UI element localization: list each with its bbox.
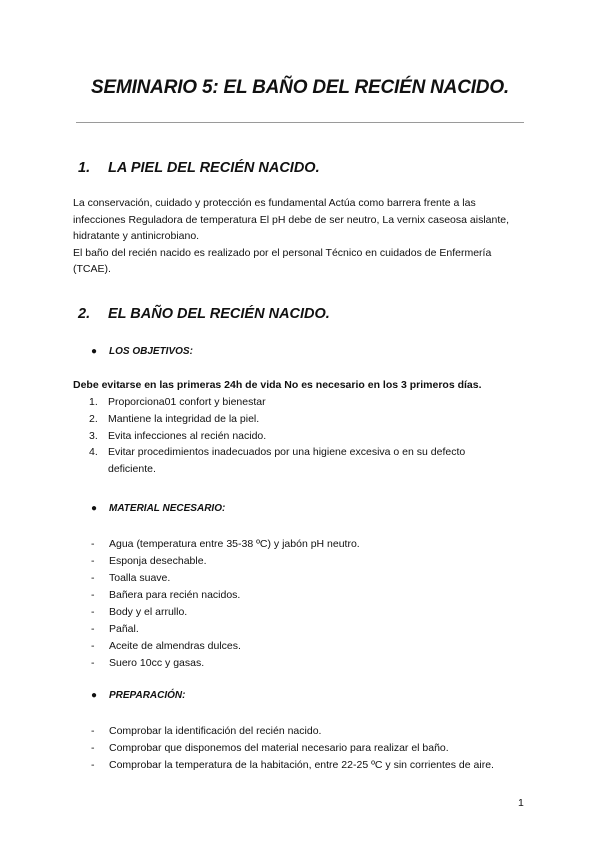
list-item	[91, 587, 521, 604]
item-text: Evitar procedimientos inadecuados por una higiene excesiva o en su defecto	[108, 446, 466, 459]
bullet-icon: ●	[91, 690, 98, 701]
material-heading	[91, 503, 225, 514]
paragraph-line: (TCAE).	[73, 263, 111, 275]
preparation-list	[91, 723, 521, 774]
list-item	[91, 553, 521, 570]
dash-marker: -	[91, 538, 95, 550]
item-text: Comprobar que disponemos del material necesario para realizar el baño.	[109, 742, 449, 754]
bullet-icon: ●	[91, 346, 98, 357]
material-label: MATERIAL NECESARIO:	[109, 503, 226, 514]
preparation-label: PREPARACIÓN:	[109, 690, 186, 701]
material-list	[91, 536, 521, 672]
list-item	[91, 621, 521, 638]
item-text: Proporciona01 confort y bienestar	[108, 396, 266, 408]
objectives-list	[89, 394, 519, 478]
item-text: Aceite de almendras dulces.	[109, 640, 241, 652]
list-item	[91, 740, 521, 757]
list-item	[91, 536, 521, 553]
dash-marker: -	[91, 725, 95, 737]
dash-marker: -	[91, 589, 95, 601]
dash-marker: -	[91, 657, 95, 669]
page-number: 1	[518, 797, 524, 809]
section-1-paragraph	[73, 195, 533, 278]
dash-marker: -	[91, 606, 95, 618]
list-item	[91, 757, 521, 774]
list-item	[91, 638, 521, 655]
item-text: Suero 10cc y gasas.	[109, 657, 205, 669]
section-1-heading	[78, 160, 320, 176]
objectives-label: LOS OBJETIVOS:	[109, 346, 193, 357]
dash-marker: -	[91, 623, 95, 635]
preparation-heading	[91, 690, 185, 701]
item-text: Body y el arrullo.	[109, 606, 188, 618]
item-text: Comprobar la temperatura de la habitación, entre 22-25 ºC y sin corrientes de aire.	[109, 759, 494, 771]
item-text: Bañera para recién nacidos.	[109, 589, 241, 601]
document-title: SEMINARIO 5: EL BAÑO DEL RECIÉN NACIDO.	[91, 77, 509, 98]
list-item	[91, 570, 521, 587]
item-text: Toalla suave.	[109, 572, 171, 584]
paragraph-line: La conservación, cuidado y protección es fundamental Actúa como barrera frente a las	[73, 197, 476, 209]
item-text: deficiente.	[108, 463, 156, 476]
item-text: Esponja desechable.	[109, 555, 207, 567]
item-text: Mantiene la integridad de la piel.	[108, 412, 260, 425]
dash-marker: -	[91, 640, 95, 652]
dash-marker: -	[91, 759, 95, 771]
dash-marker: -	[91, 572, 95, 584]
section-1-title: LA PIEL DEL RECIÉN NACIDO.	[108, 160, 320, 176]
paragraph-line: El baño del recién nacido es realizado por el personal Técnico en cuidados de Enfermería	[73, 246, 492, 259]
paragraph-line: infecciones Reguladora de temperatura El pH debe de ser neutro, La vernix caseosa aislante,	[73, 213, 510, 226]
section-2-title: EL BAÑO DEL RECIÉN NACIDO.	[108, 306, 330, 322]
item-number: 3.	[89, 429, 98, 442]
item-number: 4.	[89, 446, 98, 459]
list-item	[89, 428, 519, 445]
item-text: Evita infecciones al recién nacido.	[108, 429, 267, 442]
paragraph-line: hidratante y antinicrobiano.	[73, 230, 200, 242]
list-item	[89, 394, 519, 411]
section-2-heading	[78, 306, 330, 322]
list-item	[91, 723, 521, 740]
list-item	[89, 444, 519, 478]
list-item	[91, 655, 521, 672]
list-item	[89, 411, 519, 428]
section-2-number: 2.	[78, 306, 91, 322]
objectives-heading	[91, 346, 193, 357]
item-text: Agua (temperatura entre 35-38 ºC) y jabón pH neutro.	[109, 538, 360, 550]
item-text: Pañal.	[109, 623, 139, 635]
item-text: Comprobar la identificación del recién nacido.	[109, 725, 322, 737]
section-1-number: 1.	[78, 160, 91, 176]
item-number: 1.	[89, 396, 98, 408]
title-divider	[76, 122, 524, 123]
dash-marker: -	[91, 742, 95, 754]
item-number: 2.	[89, 412, 98, 425]
list-item	[91, 604, 521, 621]
dash-marker: -	[91, 555, 95, 567]
bullet-icon: ●	[91, 503, 98, 514]
objectives-intro: Debe evitarse en las primeras 24h de vida No es necesario en los 3 primeros días.	[73, 379, 482, 391]
